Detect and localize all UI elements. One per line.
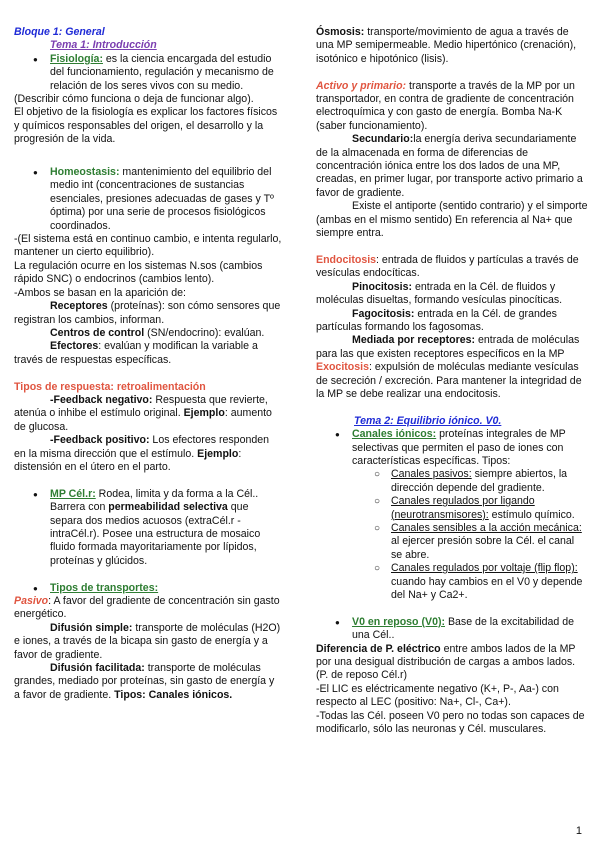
sistema-text: -(El sistema está en continuo cambio, e intenta regularlo, mantener un cierto equilibrio). bbox=[14, 233, 282, 259]
canal-mecanico-subitem: ○ Canales sensibles a la acción mecánica: al ejercer presión sobre la Cél. el canal se abre. bbox=[316, 522, 588, 562]
page-number: 1 bbox=[575, 824, 582, 837]
right-column bbox=[316, 26, 588, 736]
receptores-text: Receptores (proteínas): son cómo sensores que registran los cambios, informan. bbox=[14, 300, 281, 326]
fisiologia-item: ● Fisiología: es la ciencia encargada del estudio del funcionamiento, regulación y mecanismo de relación de los seres vivos con su medio. bbox=[14, 53, 282, 93]
existe-text: Existe el antiporte (sentido contrario) y el simporte (ambas en el mismo sentido) En referencia al Na+ que siempre entra. bbox=[316, 200, 588, 240]
left-column bbox=[14, 26, 282, 702]
fagocitosis-text: Fagocitosis: entrada en la Cél. de grandes partículas formando los fagosomas. bbox=[316, 307, 557, 333]
mediada-text: Mediada por receptores: entrada de moléculas para las que existen receptores específicos en la MP bbox=[316, 334, 580, 360]
canal-ligando-subitem: ○ Canales regulados por ligando (neurotransmisores): estímulo químico. bbox=[316, 495, 588, 522]
canales-item: ● Canales iónicos: proteínas integrales de MP selectivas que permiten el paso de iones con características específicas. Tipos: bbox=[316, 428, 588, 468]
difusion-facilitada-text: Difusión facilitada: transporte de moléculas grandes, mediado por proteínas, sin gasto de energía y a favor de gradiente. Tipos: Canales iónicos. bbox=[14, 662, 275, 701]
diferencia-potencial-text: Diferencia de P. eléctrico entre ambos lados de la MP por una desigual distribución de cargas a ambos lados. (P. de reposo Cél.r) bbox=[316, 642, 576, 682]
v0-item: ● V0 en reposo (V0): Base de la excitabilidad de una Cél.. bbox=[316, 616, 588, 643]
canal-pasivo-subitem: ○ Canales pasivos: siempre abiertos, la dirección depende del gradiente. bbox=[316, 468, 588, 495]
bloque-title: Bloque 1: General bbox=[14, 26, 105, 38]
feedback-negativo-text: -Feedback negativo: Respuesta que revierte, atenúa o inhibe el estímulo original. Ejemplo: aumento de glucosa. bbox=[14, 393, 272, 433]
homeostasis-item: ● Homeostasis: mantenimiento del equilibrio del medio int (concentraciones de sustancias esenciales, presiones adecuadas de gases y Tº óptima) por una serie de procesos fisiológicos coordinados. bbox=[14, 166, 282, 233]
objetivo-text: El objetivo de la fisiología es explicar los factores físicos y químicos responsables del origen, el desarrollo y la progresión de la vida. bbox=[14, 106, 278, 146]
regulacion-text: La regulación ocurre en los sistemas N.sos (cambios rápido SNC) o endocrinos (cambios lento). bbox=[14, 259, 263, 286]
todas-text: -Todas las Cél. poseen V0 pero no todas son capaces de modificarlo, sólo las neuronas y Cél. musculares. bbox=[316, 709, 585, 736]
secundario-text: Secundario:la energía deriva secundariamente de la almacenada en forma de diferencias de concentración iónica entre los dos lados de una MP, creadas, en primer lugar, por transporte activo primario a favor de gradiente. bbox=[316, 133, 583, 199]
centros-text: Centros de control (SN/endocrino): evalúan. bbox=[50, 326, 265, 339]
tema2-title: Tema 2: Equilibrio iónico. V0. bbox=[354, 414, 502, 427]
activo-text: Activo y primario: transporte a través de la MP por un transportador, en contra de gradiente de concentración electroquímica y con gasto de energía. Bomba Na-K (saber funcionamiento). bbox=[316, 79, 575, 132]
ambos-text: -Ambos se basan en la aparición de: bbox=[14, 286, 186, 299]
tipos-transportes-item: ● Tipos de transportes: bbox=[14, 582, 282, 595]
pasivo-text: Pasivo: A favor del gradiente de concentración sin gasto energético. bbox=[14, 595, 280, 621]
endocitosis-text: Endocitosis: entrada de fluidos y partículas a través de vesículas endocíticas. bbox=[316, 253, 579, 280]
pinocitosis-text: Pinocitosis: entrada en la Cél. de fluidos y moléculas disueltas, formando vesículas pinocíticas. bbox=[316, 280, 563, 307]
lic-text: -El LIC es eléctricamente negativo (K+, P-, Aa-) con respecto al LEC (positivo: Na+, Cl-, Ca+). bbox=[316, 682, 559, 709]
mp-item: ● MP Cél.r: Rodea, limita y da forma a la Cél.. Barrera con permeabilidad selectiva que separa dos medios acuosos (extraCél.r - intraCél.r). Posee una estructura de mosaico fluido formada mayoritariamente por lípidos, proteínas y glúcidos. bbox=[14, 488, 282, 568]
efectores-text: Efectores: evalúan y modifican la variable a través de respuestas específicas. bbox=[14, 340, 258, 366]
exocitosis-text: Exocitosis: expulsión de moléculas mediante vesículas de secreción / excreción. Para mantener la integridad de la MP se debe realizar una endocitosis. bbox=[316, 361, 582, 400]
tema1-title: Tema 1: Introducción bbox=[50, 39, 157, 52]
osmosis-text: Ósmosis: transporte/movimiento de agua a través de una MP semipermeable. Medio hipertónico (crenación), isotónico e hipotónico (lisis). bbox=[316, 26, 577, 65]
canal-voltaje-subitem: ○ Canales regulados por voltaje (flip flop): cuando hay cambios en el V0 y depende del Na+ y Ca2+. bbox=[316, 562, 588, 602]
tipos-respuesta-heading: Tipos de respuesta: retroalimentación bbox=[14, 380, 206, 393]
difusion-simple-text: Difusión simple: transporte de moléculas (H2O) e iones, a través de la bicapa sin gasto de energía y a favor de gradiente. bbox=[14, 621, 281, 661]
describir-text: (Describir cómo funciona o deja de funcionar algo). bbox=[14, 93, 254, 106]
feedback-positivo-text: -Feedback positivo: Los efectores responden en la misma dirección que el estímulo. Ejemplo: distensión en el útero en el parto. bbox=[14, 434, 270, 473]
